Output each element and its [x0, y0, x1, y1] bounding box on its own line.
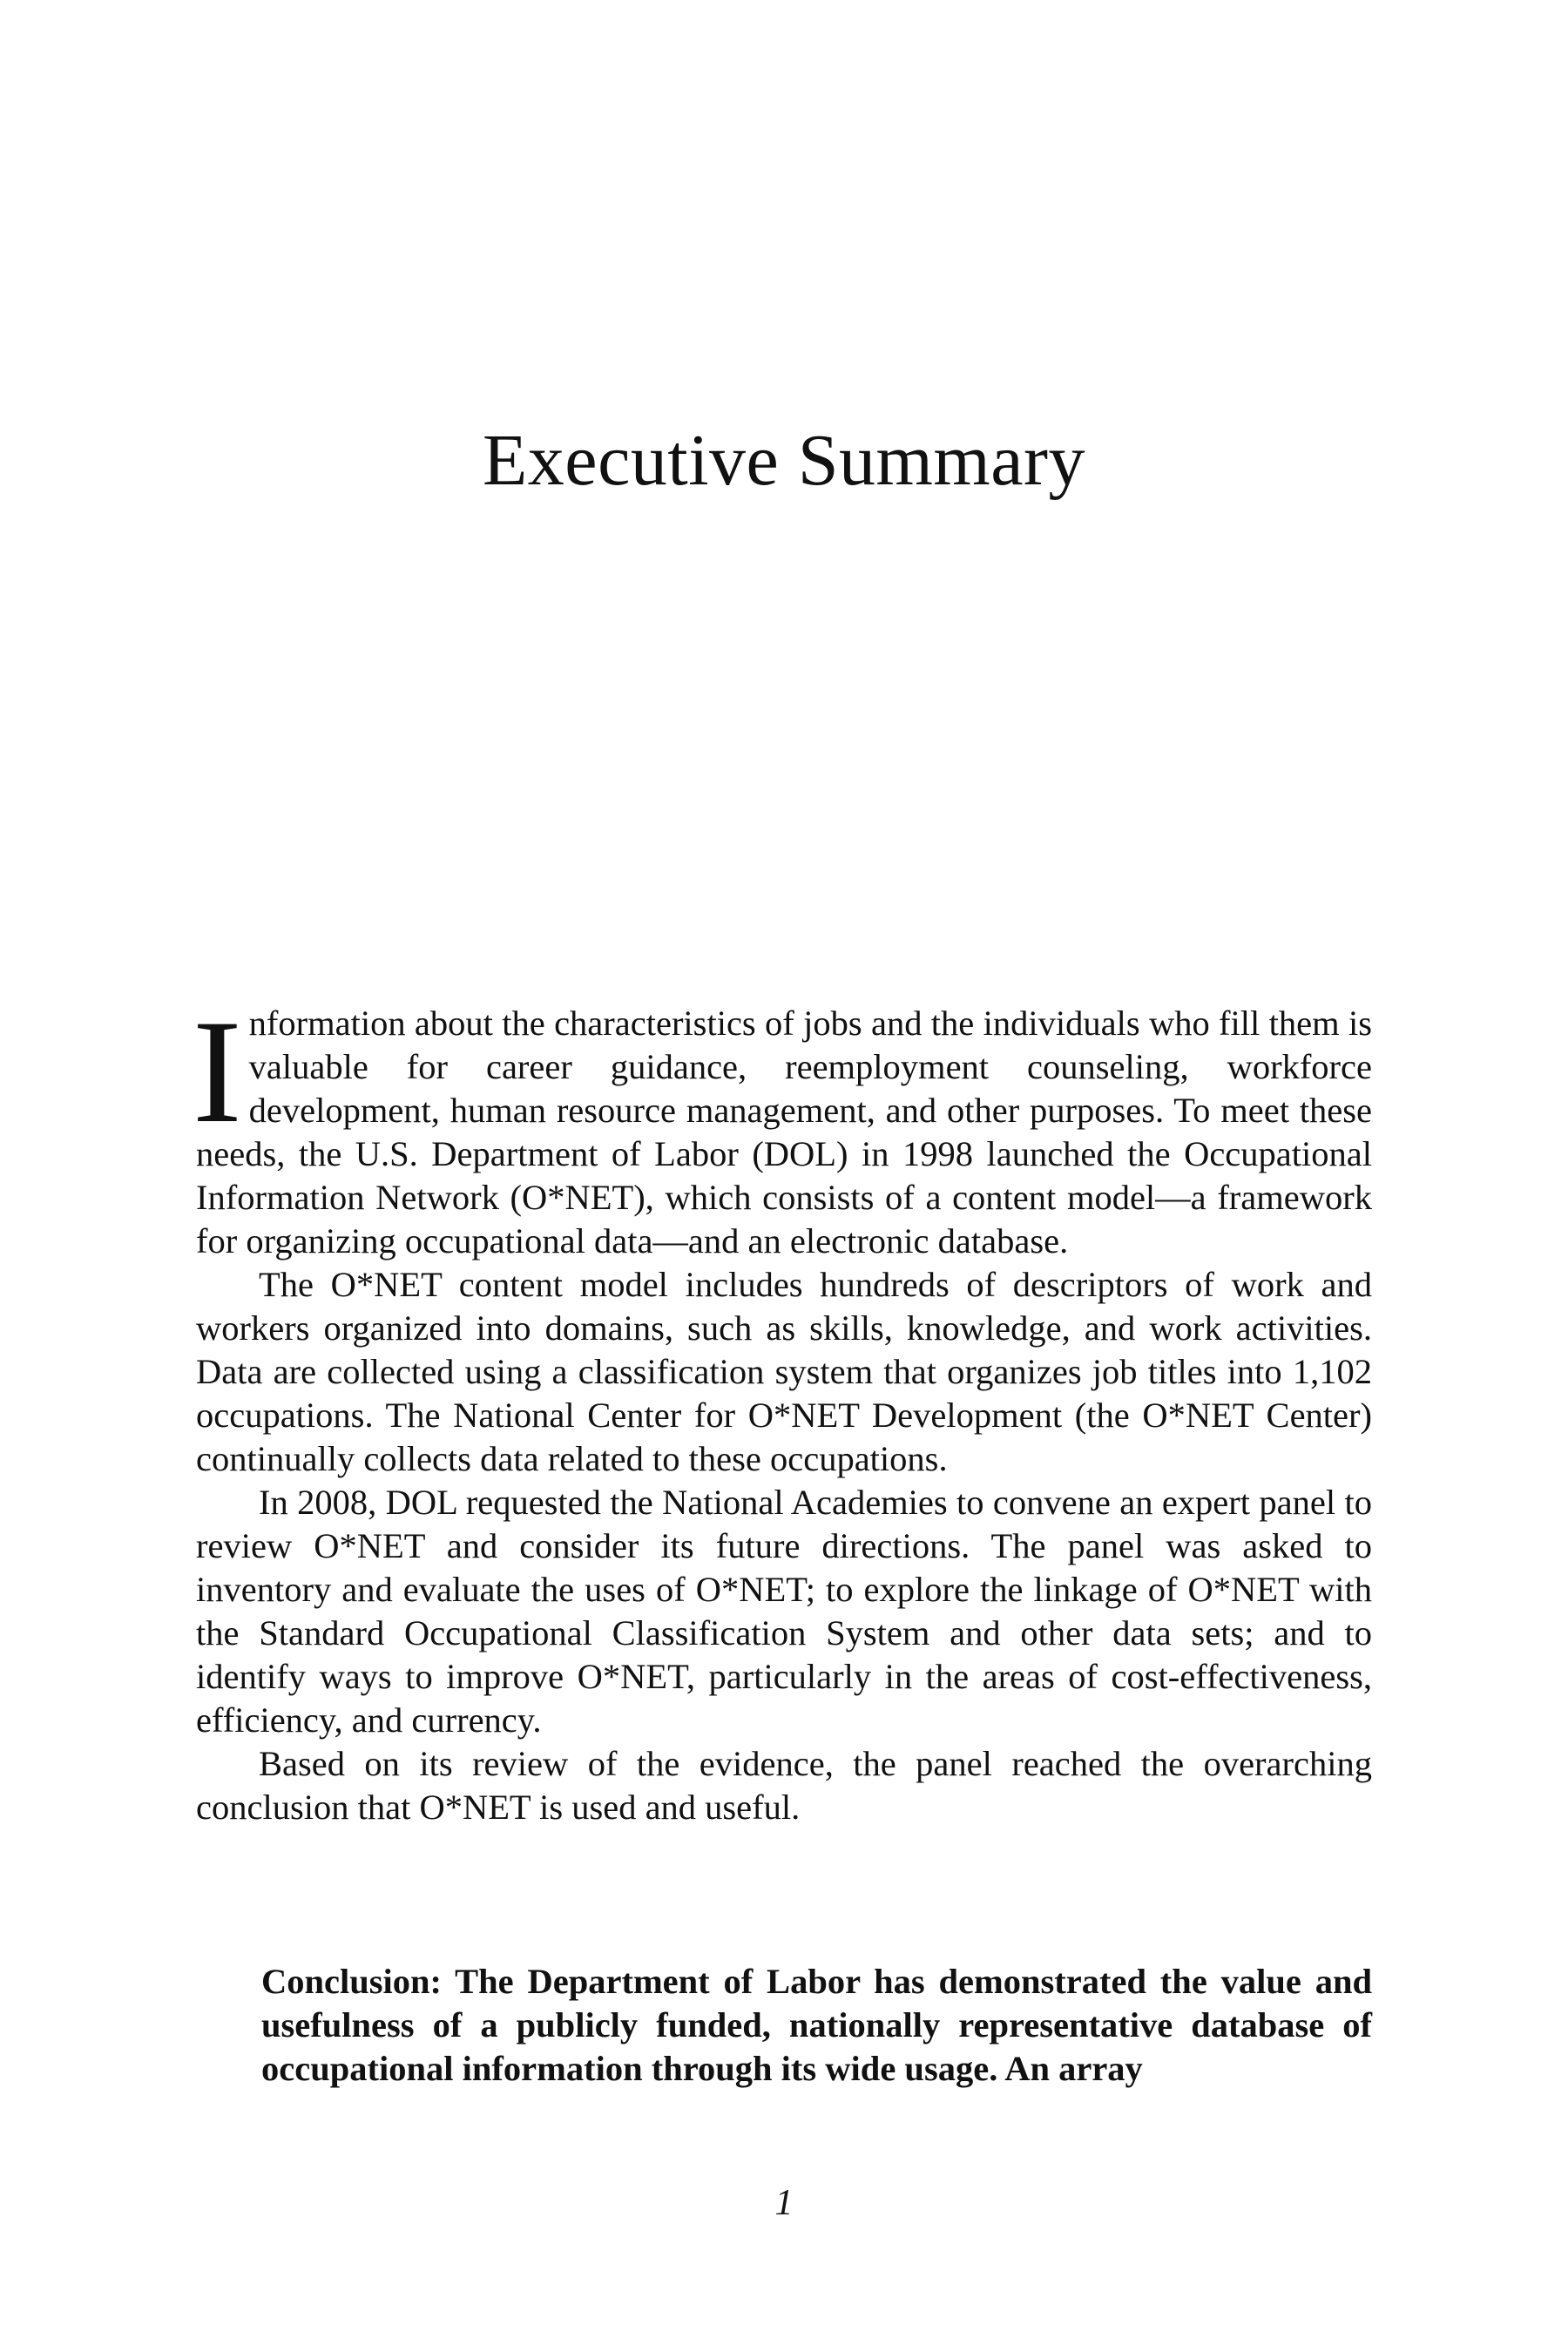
paragraph-1-text: nformation about the characteristics of jobs and the individuals who fill them is valuable for career guidance, reemployment counseling, workforce development, human resource management, and other purposes. To meet these needs, the U.S. Department of Labor (DOL) in 1998 launched the Occupational Information Network (O*NET), which consists of a content model—a framework for organizing occupational data—and an electronic database.	[196, 1004, 1372, 1260]
paragraph-2: The O*NET content model includes hundreds of descriptors of work and workers organized into domains, such as skills, knowledge, and work activities. Data are collected using a classification system that organizes job titles into 1,102 occupations. The National Center for O*NET Development (the O*NET Center) continually collects data related to these occupations.	[196, 1265, 1372, 1478]
body-text	[193, 990, 1372, 1829]
paragraph-4: Based on its review of the evidence, the panel reached the overarching conclusion that O*NET is used and useful.	[196, 1744, 1372, 1827]
paragraph-3: In 2008, DOL requested the National Academies to convene an expert panel to review O*NET and consider its future directions. The panel was asked to inventory and evaluate the uses of O*NET; to explore the linkage of O*NET with the Standard Occupational Classification System and other data sets; and to identify ways to improve O*NET, particularly in the areas of cost-effectiveness, efficiency, and currency.	[196, 1483, 1372, 1740]
paragraph-1	[193, 990, 1372, 1263]
conclusion-text: Conclusion: The Department of Labor has demonstrated the value and usefulness of a publicly funded, nationally representative database of occupational information through its wide usage. An array	[261, 1962, 1372, 2088]
page-number: 1	[774, 2183, 794, 2223]
drop-cap: I	[193, 990, 242, 1153]
page-title: Executive Summary	[483, 420, 1085, 501]
